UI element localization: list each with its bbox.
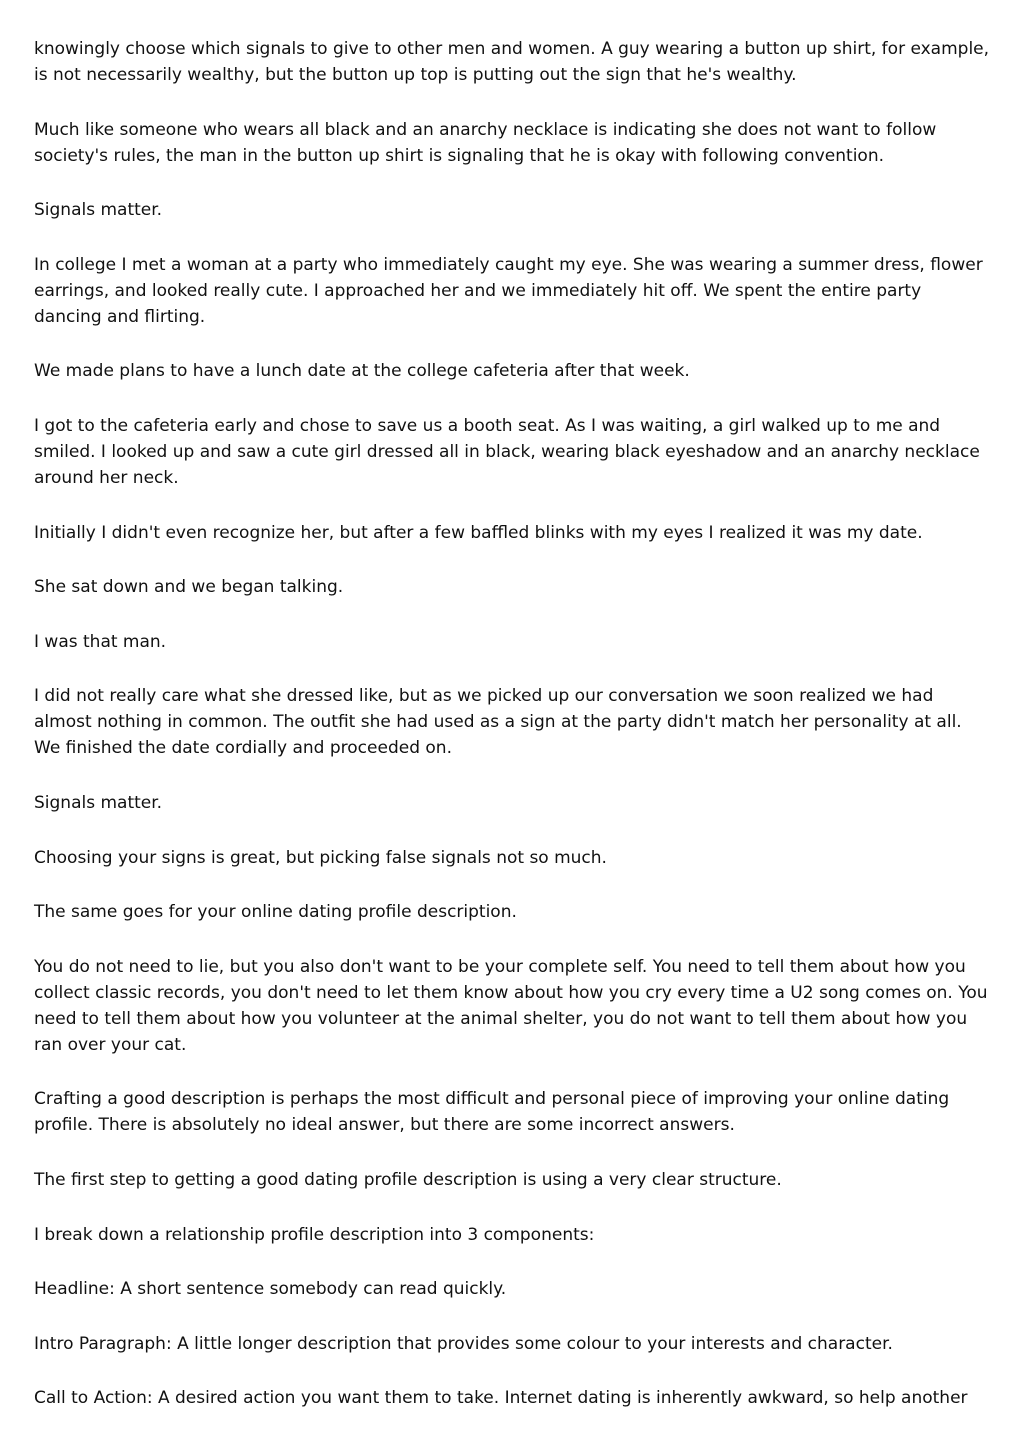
paragraph: I got to the cafeteria early and chose to save us a booth seat. As I was waiting, a girl walked up to me and smiled. I looked up and saw a cute girl dressed all in black, wearing black eyeshadow and an anarchy necklace around her neck. <box>34 415 980 488</box>
paragraph: knowingly choose which signals to give to other men and women. A guy wearing a button up shirt, for example, is not necessarily wealthy, but the button up top is putting out the sign that he's wealthy. <box>34 39 990 85</box>
paragraph: The first step to getting a good dating profile description is using a very clear structure. <box>34 1169 782 1190</box>
paragraph: Signals matter. <box>34 200 163 221</box>
paragraph: Crafting a good description is perhaps the most difficult and personal piece of improving your online dating profile. There is absolutely no ideal answer, but there are some incorrect answers. <box>34 1089 950 1136</box>
paragraph: The same goes for your online dating profile description. <box>34 902 517 923</box>
paragraph: I was that man. <box>34 631 167 652</box>
paragraph: Intro Paragraph: A little longer description that provides some colour to your interests and character. <box>34 1333 893 1354</box>
document-body <box>34 36 992 1440</box>
paragraph: I break down a relationship profile description into 3 components: <box>34 1224 595 1245</box>
paragraph: I did not really care what she dressed like, but as we picked up our conversation we soon realized we had almost nothing in common. The outfit she had used as a sign at the party didn't match her personality at all. We finished the date cordially and proceeded on. <box>34 686 962 759</box>
paragraph: Choosing your signs is great, but picking false signals not so much. <box>34 847 607 868</box>
paragraph: Much like someone who wears all black and an anarchy necklace is indicating she does not want to follow society's rules, the man in the button up shirt is signaling that he is okay with following convention. <box>34 119 937 166</box>
paragraph: Call to Action: A desired action you want them to take. Internet dating is inherently awkward, so help another <box>34 1388 968 1409</box>
paragraph: Initially I didn't even recognize her, but after a few baffled blinks with my eyes I realized it was my date. <box>34 522 923 543</box>
paragraph: In college I met a woman at a party who immediately caught my eye. She was wearing a summer dress, flower earrings, and looked really cute. I approached her and we immediately hit off. We spent the entire party dancing and flirting. <box>34 254 983 327</box>
paragraph: You do not need to lie, but you also don't want to be your complete self. You need to tell them about how you collect classic records, you don't need to let them know about how you cry every time a U2 song comes on. You need to tell them about how you volunteer at the animal shelter, you do not want to tell them about how you ran over your cat. <box>34 956 988 1055</box>
paragraph: Signals matter. <box>34 792 163 813</box>
paragraph: Headline: A short sentence somebody can read quickly. <box>34 1279 507 1300</box>
paragraph: We made plans to have a lunch date at the college cafeteria after that week. <box>34 361 690 382</box>
paragraph: She sat down and we began talking. <box>34 577 344 598</box>
